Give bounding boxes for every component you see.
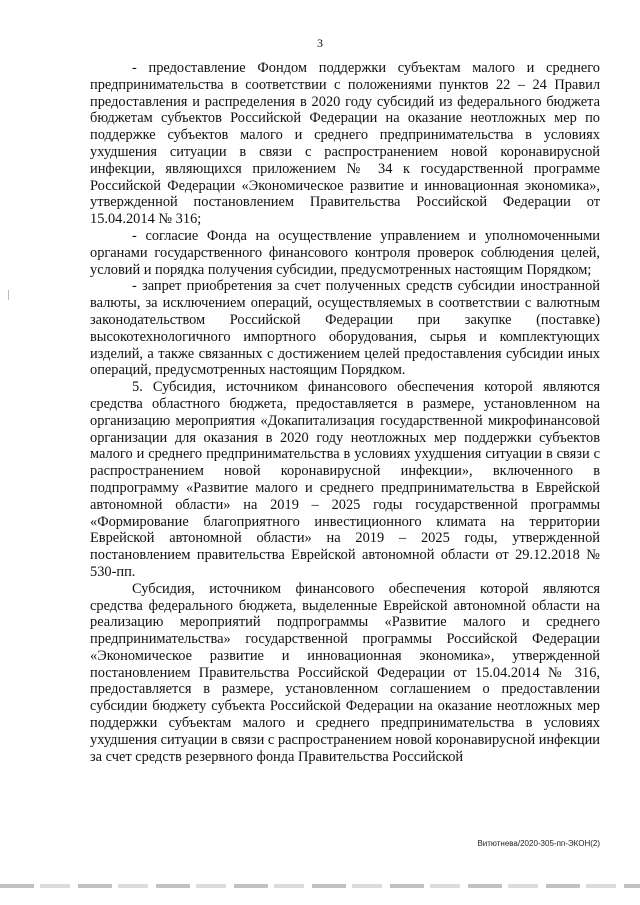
scan-margin-mark bbox=[8, 290, 9, 300]
scan-bottom-strip bbox=[0, 884, 640, 888]
paragraph-currency-ban: - запрет приобретения за счет полученных средств субсидии иностранной валюты, за исключением операций, осуществляемых в соответствии с валютным законодательством Российской Федерации при закупке (поставке) высокотехнологичного импортного оборудования, сырья и комплектующих изделий, а также связанных с достижением целей предоставления субсидии иных операций, предусмотренных настоящим Порядком. bbox=[90, 278, 600, 379]
paragraph-federal-subsidy: Субсидия, источником финансового обеспечения которой являются средства федерального бюджета, выделенные Еврейской автономной области на реализацию мероприятий подпрограммы «Развитие малого и среднего предпринимательства» государственной программы Российской Федерации «Экономическое развитие и инновационная экономика», утвержденной постановлением Правительства Российской Федерации от 15.04.2014 № 316, предоставляется в размере, установленном соглашением о предоставлении субсидии бюджету субъекта Российской Федерации на оказание неотложных мер поддержки субъектам малого и среднего предпринимательства в условиях ухудшения ситуации в связи с распространением новой коронавирусной инфекции за счет средств резервного фонда Правительства Российской bbox=[90, 580, 600, 765]
paragraph-fund-support-provision: - предоставление Фондом поддержки субъектам малого и среднего предпринимательства в соответствии с положениями пунктов 22 – 24 Правил предоставления и распределения в 2020 году субсидий из федерального бюджета бюджетам субъектов Российской Федерации на оказание неотложных мер по поддержке субъектов малого и среднего предпринимательства в условиях ухудшения ситуации в связи с распространением новой коронавирусной инфекции, являющихся приложением № 34 к государственной программе Российской Федерации «Экономическое развитие и инновационная экономика», утвержденной постановлением Правительства Российской Федерации от 15.04.2014 № 316; bbox=[90, 60, 600, 228]
paragraph-fund-consent: - согласие Фонда на осуществление управлением и уполномоченными органами государственного финансового контроля проверок соблюдения целей, условий и порядка получения субсидии, предусмотренных настоящим Порядком; bbox=[90, 227, 600, 278]
paragraph-clause-5: 5. Субсидия, источником финансового обеспечения которой являются средства областного бюджета, предоставляется в размере, установленном на организацию мероприятия «Докапитализация государственной микрофинансовой организации для оказания в 2020 году неотложных мер поддержки субъектов малого и среднего предпринимательства в условиях ухудшения ситуации в связи с распространением новой коронавирусной инфекции», включенного в подпрограмму «Развитие малого и среднего предпринимательства в Еврейской автономной области» на 2019 – 2025 годы государственной программы «Формирование благоприятного инвестиционного климата на территории Еврейской автономной области» на 2019 – 2025 годы, утвержденной постановлением правительства Еврейской автономной области от 29.12.2018 № 530-пп. bbox=[90, 379, 600, 580]
page-number: 3 bbox=[317, 36, 323, 50]
document-body bbox=[90, 60, 600, 765]
document-code-footer: Витютнева/2020-305-пп-ЭКОН(2) bbox=[477, 839, 600, 848]
